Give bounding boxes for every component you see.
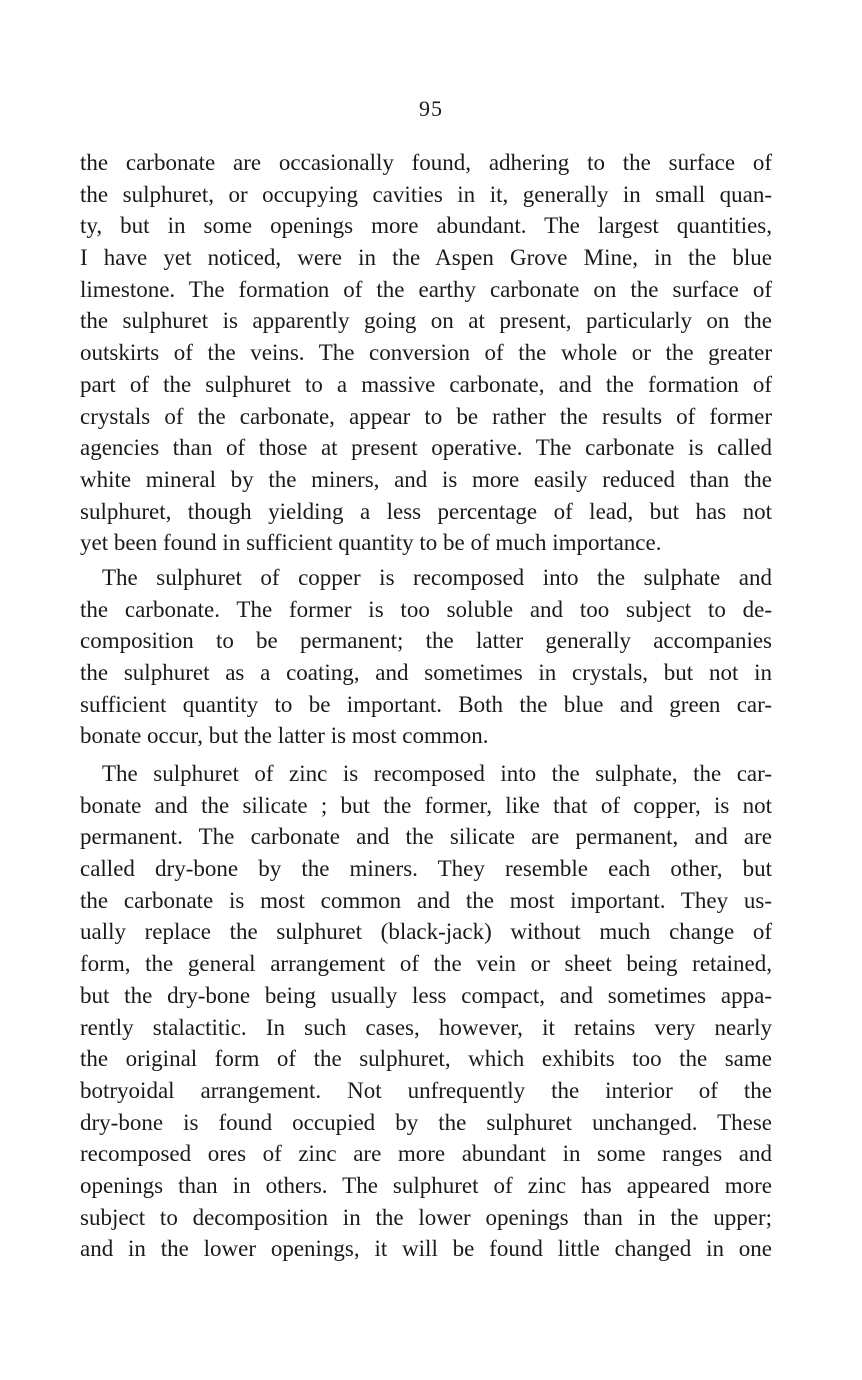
text-line: yet been found in sufficient quantity to be of much importance. [80, 530, 662, 556]
text-line: sufficient quantity to be important. Both the blue and green car- [80, 691, 772, 717]
text-line: bonate occur, but the latter is most common. [80, 723, 489, 749]
text-line: permanent. The carbonate and the silicate are permanent, and are [80, 824, 772, 850]
text-line: the sulphuret, or occupying cavities in it, generally in small quan- [80, 181, 772, 207]
text-line: agencies than of those at present operative. The carbonate is called [80, 435, 772, 461]
text-line: openings than in others. The sulphuret of zinc has appeared more [80, 1172, 772, 1198]
text-line: the original form of the sulphuret, which exhibits too the same [80, 1046, 772, 1072]
text-line: part of the sulphuret to a massive carbonate, and the formation of [80, 371, 772, 397]
paragraph-sulphuret-of-zinc [80, 758, 772, 1265]
text-line: dry-bone is found occupied by the sulphuret unchanged. These [80, 1109, 772, 1135]
text-line: ty, but in some openings more abundant. The largest quantities, [80, 213, 772, 239]
text-line: botryoidal arrangement. Not unfrequently the interior of the [80, 1077, 772, 1103]
text-line: sulphuret, though yielding a less percentage of lead, but has not [80, 498, 772, 524]
paragraph-sulphuret-of-copper [80, 562, 772, 752]
text-line: crystals of the carbonate, appear to be rather the results of former [80, 403, 772, 429]
text-line: the sulphuret as a coating, and sometimes in crystals, but not in [80, 660, 772, 686]
text-line: recomposed ores of zinc are more abundant in some ranges and [80, 1141, 772, 1167]
text-line: and in the lower openings, it will be found little changed in one [80, 1236, 772, 1262]
text-line: subject to decomposition in the lower openings than in the upper; [80, 1204, 772, 1230]
text-line: limestone. The formation of the earthy carbonate on the surface of [80, 276, 772, 302]
text-line: the carbonate is most common and the most important. They us- [80, 887, 772, 913]
text-line: composition to be permanent; the latter generally accompanies [80, 628, 772, 654]
text-line: bonate and the silicate ; but the former, like that of copper, is not [80, 792, 772, 818]
text-line: called dry-bone by the miners. They resemble each other, but [80, 856, 772, 882]
text-line: white mineral by the miners, and is more easily reduced than the [80, 466, 772, 492]
paragraph-carbonate-of-lead [80, 147, 772, 559]
text-line: the carbonate are occasionally found, adhering to the surface of [80, 150, 772, 175]
text-line: The sulphuret of copper is recomposed into the sulphate and [102, 565, 772, 590]
text-line: I have yet noticed, were in the Aspen Grove Mine, in the blue [80, 245, 772, 271]
page-number: 95 [419, 96, 443, 121]
text-line: the carbonate. The former is too soluble and too subject to de- [80, 596, 772, 622]
text-line: outskirts of the veins. The conversion of the whole or the greater [80, 340, 772, 366]
text-line: but the dry-bone being usually less compact, and sometimes appa- [80, 982, 772, 1008]
text-line: the sulphuret is apparently going on at present, particularly on the [80, 308, 772, 334]
text-line: ually replace the sulphuret (black-jack) without much change of [80, 919, 772, 945]
text-line: The sulphuret of zinc is recomposed into the sulphate, the car- [102, 761, 772, 786]
text-line: rently stalactitic. In such cases, however, it retains very nearly [80, 1014, 772, 1040]
text-line: form, the general arrangement of the vein or sheet being retained, [80, 951, 772, 977]
